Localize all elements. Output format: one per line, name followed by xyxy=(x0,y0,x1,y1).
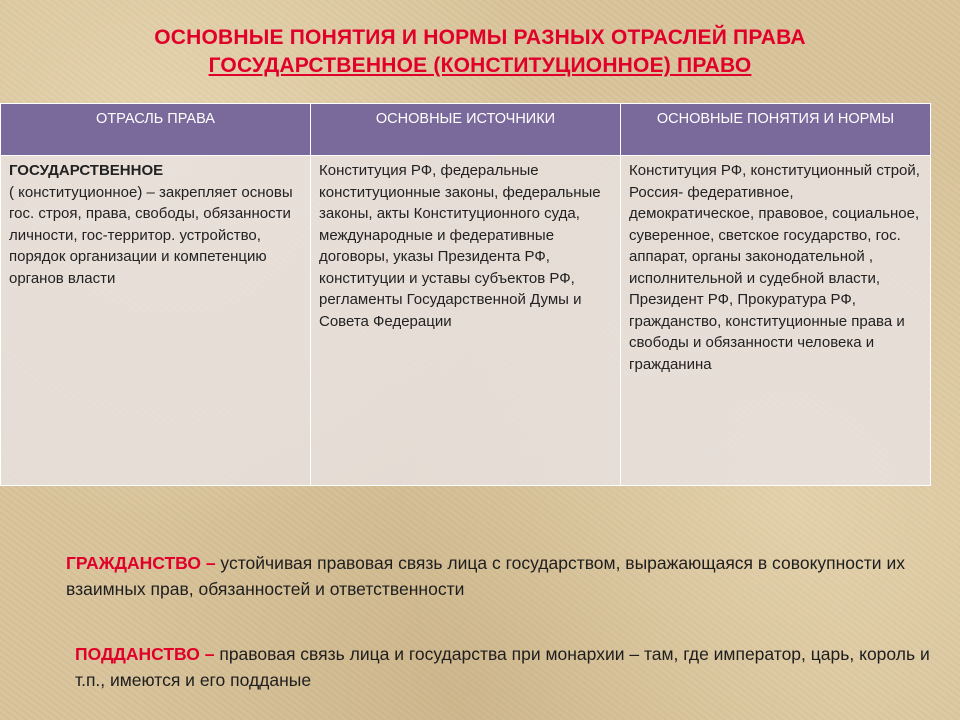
header-branch: ОТРАСЛЬ ПРАВА xyxy=(1,104,311,156)
slide-title xyxy=(0,24,960,80)
definition-term: ПОДДАНСТВО – xyxy=(75,644,215,664)
branch-description: ( конституционное) – закрепляет основы гос. строя, права, свободы, обязанности личности, гос-территор. устройство, порядок организации и компетенцию органов власти xyxy=(9,183,293,287)
definition-citizenship xyxy=(66,550,936,602)
table-header-row xyxy=(1,104,931,156)
table-row xyxy=(1,156,931,486)
cell-branch xyxy=(1,156,311,486)
definition-text: правовая связь лица и государства при монархии – там, где император, царь, король и т.п., имеются и его подданые xyxy=(75,644,930,690)
law-branch-table xyxy=(0,103,931,486)
branch-name: ГОСУДАРСТВЕННОЕ xyxy=(9,162,164,179)
title-line-2: ГОСУДАРСТВЕННОЕ (КОНСТИТУЦИОННОЕ) ПРАВО xyxy=(208,54,752,77)
definition-text: устойчивая правовая связь лица с государством, выражающаяся в совокупности их взаимных прав, обязанностей и ответственности xyxy=(66,553,905,599)
definition-subjecthood xyxy=(75,641,935,693)
title-line-1: ОСНОВНЫЕ ПОНЯТИЯ И НОРМЫ РАЗНЫХ ОТРАСЛЕЙ ПРАВА xyxy=(154,26,806,49)
cell-concepts: Конституция РФ, конституционный строй, Россия- федеративное, демократическое, правовое, социальное, суверенное, светское государство, гос. аппарат, органы законодательной , исполнительной и судебной власти, Президент РФ, Прокуратура РФ, гражданство, конституционные права и свободы и обязанности человека и гражданина xyxy=(621,156,931,486)
header-concepts: ОСНОВНЫЕ ПОНЯТИЯ И НОРМЫ xyxy=(621,104,931,156)
definition-term: ГРАЖДАНСТВО – xyxy=(66,553,216,573)
cell-sources: Конституция РФ, федеральные конституционные законы, федеральные законы, акты Конституционного суда, международные и федеративные договоры, указы Президента РФ, конституции и уставы субъектов РФ, регламенты Государственной Думы и Совета Федерации xyxy=(311,156,621,486)
header-sources: ОСНОВНЫЕ ИСТОЧНИКИ xyxy=(311,104,621,156)
